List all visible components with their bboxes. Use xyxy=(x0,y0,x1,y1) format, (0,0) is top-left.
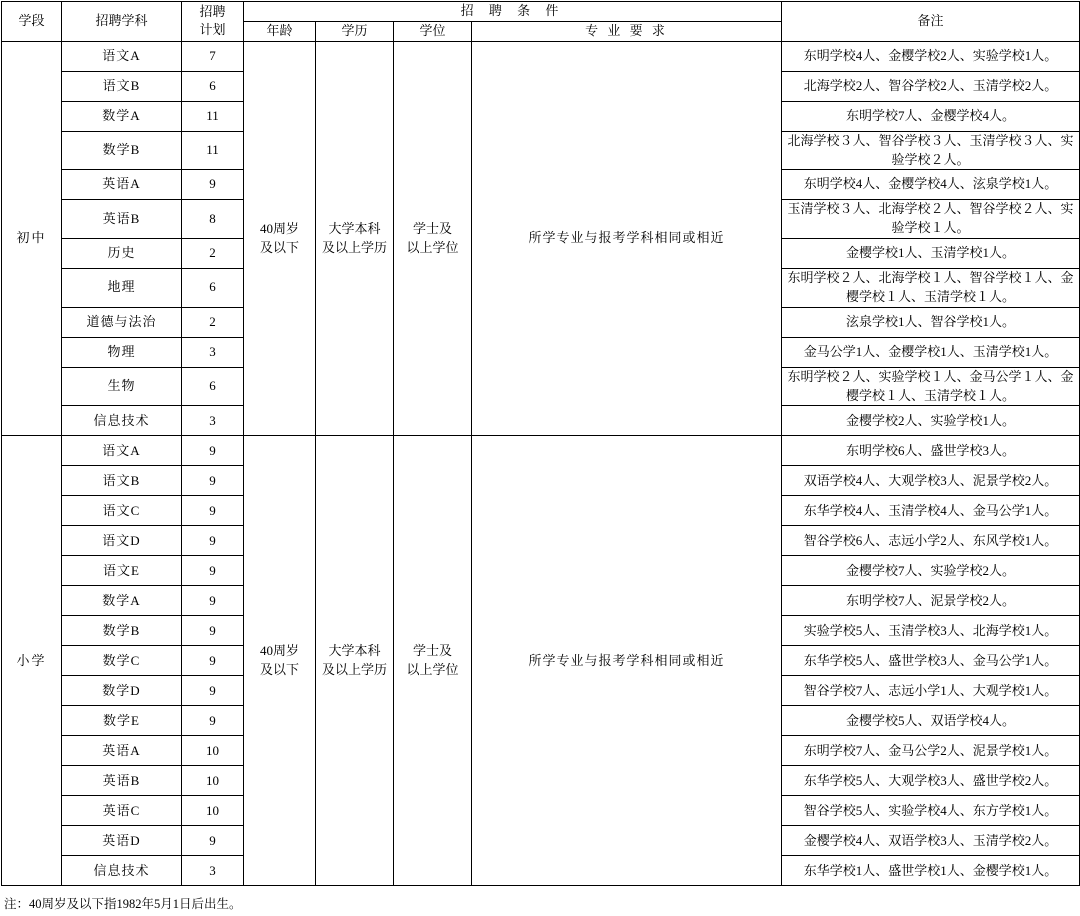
remark-cell: 东明学校7人、金樱学校4人。 xyxy=(782,101,1080,131)
plan-cell: 9 xyxy=(182,466,244,496)
plan-cell: 10 xyxy=(182,766,244,796)
plan-cell: 9 xyxy=(182,826,244,856)
plan-cell: 10 xyxy=(182,736,244,766)
subject-cell: 数学C xyxy=(62,646,182,676)
header-age: 年龄 xyxy=(244,21,316,41)
group-major-junior: 所学专业与报考学科相同或相近 xyxy=(472,41,782,436)
subject-cell: 英语B xyxy=(62,766,182,796)
subject-cell: 语文D xyxy=(62,526,182,556)
plan-cell: 2 xyxy=(182,307,244,337)
remark-cell: 东华学校5人、大观学校3人、盛世学校2人。 xyxy=(782,766,1080,796)
plan-cell: 9 xyxy=(182,436,244,466)
degree-line1: 学士及 xyxy=(412,643,452,659)
age-line1: 40周岁 xyxy=(259,220,299,236)
age-line2: 及以下 xyxy=(259,661,299,677)
group-degree-junior xyxy=(394,41,472,436)
subject-cell: 语文B xyxy=(62,71,182,101)
education-line1: 大学本科 xyxy=(328,643,381,659)
table-row xyxy=(2,41,1080,71)
remark-cell: 东华学校4人、玉清学校4人、金马公学1人。 xyxy=(782,496,1080,526)
remark-cell: 玉清学校３人、北海学校２人、智谷学校２人、实验学校１人。 xyxy=(782,200,1080,239)
subject-cell: 语文C xyxy=(62,496,182,526)
age-line1: 40周岁 xyxy=(259,643,299,659)
header-remark: 备注 xyxy=(782,2,1080,42)
remark-cell: 智谷学校7人、志远小学1人、大观学校1人。 xyxy=(782,676,1080,706)
plan-cell: 11 xyxy=(182,131,244,170)
plan-cell: 9 xyxy=(182,616,244,646)
plan-cell: 9 xyxy=(182,526,244,556)
subject-cell: 数学A xyxy=(62,101,182,131)
plan-cell: 8 xyxy=(182,200,244,239)
remark-cell: 北海学校３人、智谷学校３人、玉清学校３人、实验学校２人。 xyxy=(782,131,1080,170)
subject-cell: 信息技术 xyxy=(62,856,182,886)
subject-cell: 历史 xyxy=(62,239,182,269)
header-degree: 学位 xyxy=(394,21,472,41)
remark-cell: 金樱学校7人、实验学校2人。 xyxy=(782,556,1080,586)
remark-cell: 东明学校7人、金马公学2人、泥景学校1人。 xyxy=(782,736,1080,766)
age-line2: 及以下 xyxy=(259,239,299,255)
remark-cell: 金樱学校5人、双语学校4人。 xyxy=(782,706,1080,736)
plan-cell: 9 xyxy=(182,170,244,200)
table-row xyxy=(2,436,1080,466)
remark-cell: 金马公学1人、金樱学校1人、玉清学校1人。 xyxy=(782,337,1080,367)
table-header xyxy=(2,2,1080,42)
education-line2: 及以上学历 xyxy=(321,661,387,677)
plan-cell: 6 xyxy=(182,367,244,406)
subject-cell: 语文A xyxy=(62,41,182,71)
header-stage: 学段 xyxy=(2,2,62,42)
subject-cell: 数学A xyxy=(62,586,182,616)
group-age-junior xyxy=(244,41,316,436)
group-education-junior xyxy=(316,41,394,436)
header-education: 学历 xyxy=(316,21,394,41)
subject-cell: 语文E xyxy=(62,556,182,586)
remark-cell: 金樱学校2人、实验学校1人。 xyxy=(782,406,1080,436)
plan-cell: 7 xyxy=(182,41,244,71)
plan-cell: 3 xyxy=(182,406,244,436)
subject-cell: 语文B xyxy=(62,466,182,496)
subject-cell: 英语D xyxy=(62,826,182,856)
group-education-primary xyxy=(316,436,394,886)
subject-cell: 数学D xyxy=(62,676,182,706)
plan-cell: 3 xyxy=(182,337,244,367)
remark-cell: 东华学校5人、盛世学校3人、金马公学1人。 xyxy=(782,646,1080,676)
subject-cell: 地理 xyxy=(62,269,182,308)
table-body xyxy=(2,41,1080,886)
subject-cell: 语文A xyxy=(62,436,182,466)
table-note: 注：40周岁及以下指1982年5月1日后出生。 xyxy=(4,897,242,912)
remark-cell: 北海学校2人、智谷学校2人、玉清学校2人。 xyxy=(782,71,1080,101)
subject-cell: 数学E xyxy=(62,706,182,736)
recruitment-plan-sheet xyxy=(0,1,1080,916)
degree-line2: 以上学位 xyxy=(406,661,459,677)
header-major: 专 业 要 求 xyxy=(472,21,782,41)
remark-cell: 东明学校２人、北海学校１人、智谷学校１人、金樱学校１人、玉清学校１人。 xyxy=(782,269,1080,308)
remark-cell: 金樱学校1人、玉清学校1人。 xyxy=(782,239,1080,269)
remark-cell: 东明学校２人、实验学校１人、金马公学１人、金樱学校１人、玉清学校１人。 xyxy=(782,367,1080,406)
degree-line2: 以上学位 xyxy=(406,239,459,255)
plan-cell: 9 xyxy=(182,646,244,676)
plan-cell: 11 xyxy=(182,101,244,131)
subject-cell: 英语A xyxy=(62,736,182,766)
subject-cell: 英语A xyxy=(62,170,182,200)
remark-cell: 东明学校6人、盛世学校3人。 xyxy=(782,436,1080,466)
plan-cell: 3 xyxy=(182,856,244,886)
subject-cell: 信息技术 xyxy=(62,406,182,436)
group-stage-junior: 初中 xyxy=(2,41,62,436)
header-plan-line2: 计划 xyxy=(199,22,226,38)
remark-cell: 智谷学校5人、实验学校4人、东方学校1人。 xyxy=(782,796,1080,826)
subject-cell: 生物 xyxy=(62,367,182,406)
group-major-primary: 所学专业与报考学科相同或相近 xyxy=(472,436,782,886)
group-age-primary xyxy=(244,436,316,886)
remark-cell: 东明学校4人、金樱学校2人、实验学校1人。 xyxy=(782,41,1080,71)
subject-cell: 数学B xyxy=(62,616,182,646)
education-line1: 大学本科 xyxy=(328,220,381,236)
plan-cell: 9 xyxy=(182,556,244,586)
plan-cell: 9 xyxy=(182,676,244,706)
remark-cell: 金樱学校4人、双语学校3人、玉清学校2人。 xyxy=(782,826,1080,856)
plan-cell: 9 xyxy=(182,706,244,736)
degree-line1: 学士及 xyxy=(412,220,452,236)
header-conditions: 招 聘 条 件 xyxy=(244,2,782,22)
remark-cell: 实验学校5人、玉清学校3人、北海学校1人。 xyxy=(782,616,1080,646)
remark-cell: 东明学校4人、金樱学校4人、泫泉学校1人。 xyxy=(782,170,1080,200)
plan-cell: 2 xyxy=(182,239,244,269)
remark-cell: 泫泉学校1人、智谷学校1人。 xyxy=(782,307,1080,337)
remark-cell: 东华学校1人、盛世学校1人、金樱学校1人。 xyxy=(782,856,1080,886)
plan-cell: 9 xyxy=(182,586,244,616)
remark-cell: 东明学校7人、泥景学校2人。 xyxy=(782,586,1080,616)
plan-cell: 6 xyxy=(182,71,244,101)
education-line2: 及以上学历 xyxy=(321,239,387,255)
plan-cell: 10 xyxy=(182,796,244,826)
header-plan-line1: 招聘 xyxy=(199,3,226,19)
subject-cell: 英语C xyxy=(62,796,182,826)
plan-cell: 9 xyxy=(182,496,244,526)
group-stage-primary: 小学 xyxy=(2,436,62,886)
header-plan xyxy=(182,2,244,42)
recruitment-table xyxy=(1,1,1080,886)
header-subject: 招聘学科 xyxy=(62,2,182,42)
subject-cell: 道德与法治 xyxy=(62,307,182,337)
subject-cell: 英语B xyxy=(62,200,182,239)
remark-cell: 双语学校4人、大观学校3人、泥景学校2人。 xyxy=(782,466,1080,496)
subject-cell: 数学B xyxy=(62,131,182,170)
group-degree-primary xyxy=(394,436,472,886)
remark-cell: 智谷学校6人、志远小学2人、东风学校1人。 xyxy=(782,526,1080,556)
subject-cell: 物理 xyxy=(62,337,182,367)
header-row-1 xyxy=(2,2,1080,22)
plan-cell: 6 xyxy=(182,269,244,308)
